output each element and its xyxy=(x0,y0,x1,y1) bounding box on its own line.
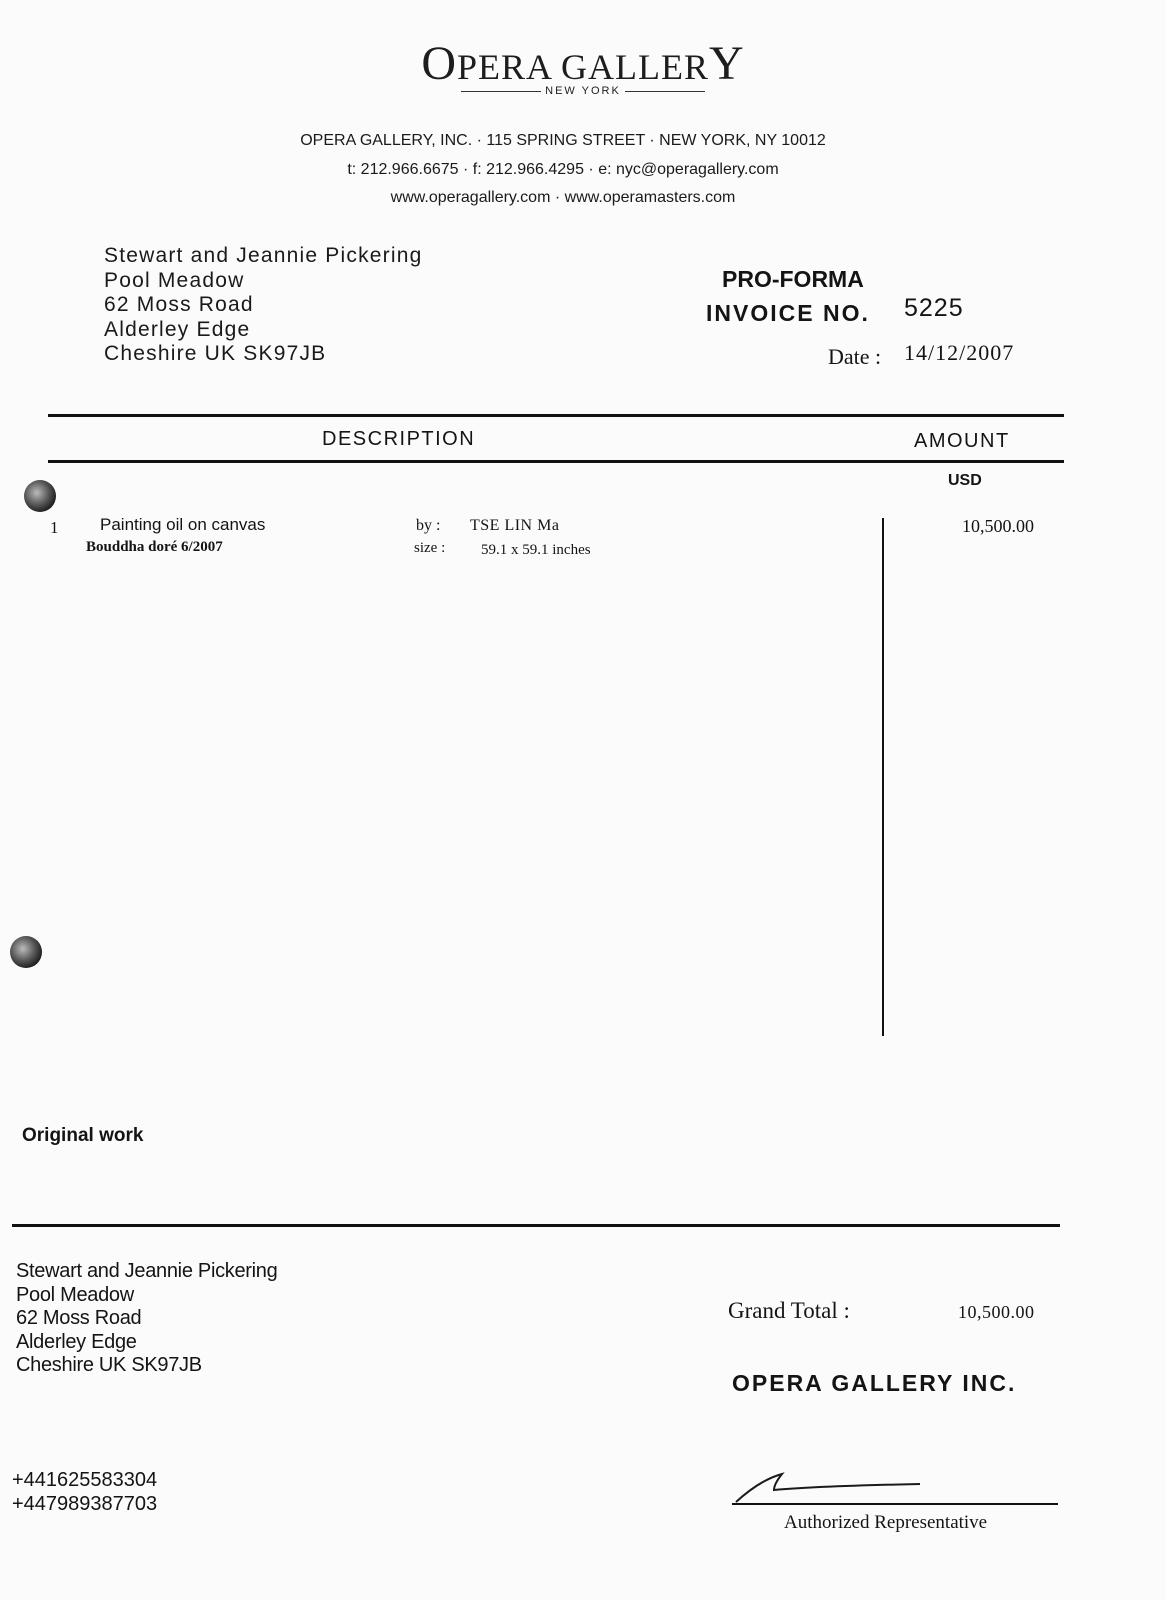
header-web: www.operagallery.com · www.operamasters.com xyxy=(390,189,736,206)
punch-hole xyxy=(10,936,42,968)
company-name: OPERA GALLERY INC. xyxy=(732,1370,1017,1396)
amount-column-divider xyxy=(882,518,884,1036)
header-contact: t: 212.966.6675 · f: 212.966.4295 · e: nyc@operagallery.com xyxy=(347,161,779,178)
signature-line xyxy=(732,1503,1058,1505)
logo-text: PERA GALLER xyxy=(456,47,709,87)
item-description: Painting oil on canvas xyxy=(100,515,266,534)
punch-hole xyxy=(24,480,56,512)
recipient-address xyxy=(104,244,422,367)
original-work-note: Original work xyxy=(22,1125,144,1146)
footer-address-line: Alderley Edge xyxy=(16,1330,137,1353)
item-size: 59.1 x 59.1 inches xyxy=(481,542,591,558)
amount-header: AMOUNT xyxy=(914,430,1010,452)
signature-graphic xyxy=(730,1466,1070,1506)
footer-address-line: Cheshire UK SK97JB xyxy=(16,1354,202,1376)
grand-total-label: Grand Total : xyxy=(728,1298,850,1323)
footer-address xyxy=(16,1260,277,1378)
recipient-line: 62 Moss Road xyxy=(104,293,254,316)
logo-last-letter: Y xyxy=(709,37,745,90)
item-amount: 10,500.00 xyxy=(962,516,1034,536)
grand-total: 10,500.00 xyxy=(958,1302,1035,1322)
logo-initial: O xyxy=(421,37,457,90)
recipient-line: Cheshire UK SK97JB xyxy=(104,342,327,365)
footer-rule xyxy=(12,1224,1060,1227)
item-artist: TSE LIN Ma xyxy=(470,517,560,534)
date-label: Date : xyxy=(828,344,882,369)
item-quantity: 1 xyxy=(50,518,59,537)
phone-numbers xyxy=(12,1468,157,1516)
item-size-label: size : xyxy=(414,540,446,556)
phone-number: +447989387703 xyxy=(12,1493,158,1515)
gallery-logo xyxy=(0,37,1166,97)
recipient-line: Alderley Edge xyxy=(104,317,251,341)
logo-subtitle: NEW YORK xyxy=(0,85,1166,97)
invoice-number: 5225 xyxy=(904,294,964,322)
header-address: OPERA GALLERY, INC. · 115 SPRING STREET · NEW YORK, NY 10012 xyxy=(300,132,826,149)
description-header: DESCRIPTION xyxy=(322,428,476,450)
proforma-title: PRO-FORMA xyxy=(722,266,864,292)
recipient-line: Stewart and Jeannie Pickering xyxy=(104,244,423,267)
item-title: Bouddha doré 6/2007 xyxy=(86,539,223,555)
footer-address-line: Pool Meadow xyxy=(16,1283,134,1306)
table-header-rule xyxy=(48,460,1064,463)
invoice-date: 14/12/2007 xyxy=(904,340,1015,365)
currency-label: USD xyxy=(948,472,982,489)
item-by-label: by : xyxy=(416,517,441,534)
phone-number: +441625583304 xyxy=(12,1469,158,1491)
table-top-rule xyxy=(48,414,1064,417)
footer-address-line: Stewart and Jeannie Pickering xyxy=(16,1260,278,1282)
signature-label: Authorized Representative xyxy=(784,1512,988,1533)
invoice-number-label: INVOICE NO. xyxy=(706,300,870,326)
footer-address-line: 62 Moss Road xyxy=(16,1307,142,1329)
recipient-line: Pool Meadow xyxy=(104,268,245,292)
